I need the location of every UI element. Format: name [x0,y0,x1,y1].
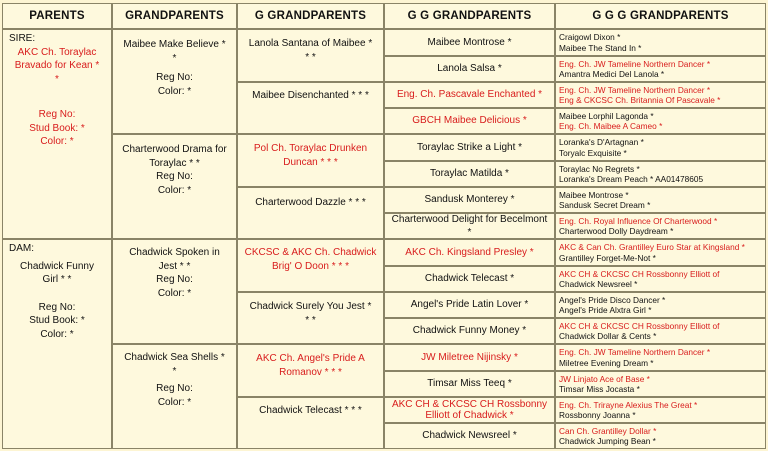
g-grandparent-name[interactable]: Pol Ch. Toraylac Drunken Duncan * * * [253,143,368,168]
ggg-grandparent-sire[interactable]: Maibee Lorphil Lagonda * [559,110,654,121]
ggg-grandparent-cell [555,371,766,397]
gg-grandparent-name[interactable]: Chadwick Newsreel * [422,430,517,442]
ggg-grandparent-sire[interactable]: Maibee Montrose * [559,189,629,200]
ggg-grandparent-dam[interactable]: Chadwick Jumping Bean * [559,436,656,446]
grandparent-color: Color: * [157,85,192,97]
gg-grandparent-cell [384,187,555,213]
gg-grandparent-name[interactable]: Toraylac Matilda * [430,168,509,180]
grandparent-name[interactable]: Chadwick Sea Shells * [124,352,225,363]
dam-reg: Reg No: [38,301,76,313]
gg-grandparent-name[interactable]: Sandusk Monterey * [424,194,515,206]
ggg-grandparent-dam[interactable]: Loranka's Dream Peach * AA01478605 [559,174,704,184]
sire-color: Color: * [40,136,74,147]
gg-grandparent-name[interactable]: Timsar Miss Teeq * [427,378,512,390]
gg-grandparent-name[interactable]: Charterwood Delight for Becelmont * [391,213,548,238]
ggg-grandparent-sire[interactable]: Toraylac No Regrets * [559,163,640,174]
gg-grandparent-name[interactable]: Eng. Ch. Pascavale Enchanted * [396,89,543,101]
gg-grandparent-name[interactable]: AKC Ch. Kingsland Presley * [405,246,534,258]
sire-reg: Reg No: [38,109,76,120]
g-grandparent-name[interactable]: Charterwood Dazzle * * * [255,197,366,208]
pedigree-table [2,3,766,449]
ggg-grandparent-dam[interactable]: Maibee The Stand In * [559,42,642,53]
g-grandparent-name[interactable]: AKC Ch. Angel's Pride A Romanov * * * [256,353,365,378]
ggg-grandparent-dam[interactable]: Sandusk Secret Dream * [559,200,651,210]
gg-grandparent-cell [384,56,555,82]
ggg-grandparent-cell [555,239,766,266]
ggg-grandparent-sire[interactable]: AKC & Can Ch. Grantilley Euro Star at Kingsland * [559,242,745,253]
ggg-grandparent-cell [555,397,766,423]
gg-grandparent-name[interactable]: Chadwick Funny Money * [412,325,527,337]
header-ggg-grandparents: G G G GRANDPARENTS [555,3,766,29]
gg-grandparent-name[interactable]: Maibee Montrose * [427,36,512,48]
gg-grandparent-name[interactable]: GBCH Maibee Delicious * [412,115,527,127]
g-grandparent-name[interactable]: CKCSC & AKC Ch. Chadwick Brig' O Doon * * * [244,247,377,272]
grandparent-name-mark: * [172,52,177,64]
gg-grandparent-cell [384,108,555,134]
grandparent-reg: Reg No: [156,72,193,83]
dam-color: Color: * [40,328,74,340]
g-grandparent-cell [237,239,384,292]
g-grandparent-cell [237,187,384,239]
header-grandparents: GRANDPARENTS [112,3,237,29]
ggg-grandparent-dam[interactable]: Eng & CKCSC Ch. Britannia Of Pascavale * [559,95,721,105]
sire-name-mark: * [55,73,59,85]
ggg-grandparent-sire[interactable]: Eng. Ch. Trirayne Alexius The Great * [559,399,698,410]
gg-grandparent-cell [384,266,555,292]
dam-label: DAM: [9,243,34,254]
grandparent-name-mark: * [172,365,177,377]
ggg-grandparent-cell [555,187,766,213]
ggg-grandparent-dam[interactable]: Eng. Ch. Maibee A Cameo * [559,121,663,131]
ggg-grandparent-cell [555,161,766,187]
grandparent-cell [112,134,237,239]
ggg-grandparent-sire[interactable]: Can Ch. Grantilley Dollar * [559,425,657,436]
ggg-grandparent-sire[interactable]: Eng. Ch. Royal Influence Of Charterwood * [559,215,718,226]
g-grandparent-name-mark: * * [305,314,316,326]
ggg-grandparent-sire[interactable]: Angel's Pride Disco Dancer * [559,294,666,305]
grandparent-name[interactable]: Maibee Make Believe * [123,39,226,50]
ggg-grandparent-dam[interactable]: Miletree Evening Dream * [559,357,654,368]
header-gg-grandparents: G G GRANDPARENTS [384,3,555,29]
gg-grandparent-cell [384,239,555,266]
header-parents: PARENTS [2,3,112,29]
ggg-grandparent-sire[interactable]: AKC CH & CKCSC CH Rossbonny Elliott of [559,320,720,331]
ggg-grandparent-dam[interactable]: Grantilley Forget-Me-Not * [559,252,656,263]
ggg-grandparent-cell [555,344,766,371]
gg-grandparent-cell [384,161,555,187]
gg-grandparent-name[interactable]: Lanola Salsa * [437,63,502,75]
ggg-grandparent-dam[interactable]: Rossbonny Joanna * [559,410,636,420]
gg-grandparent-cell [384,371,555,397]
ggg-grandparent-dam[interactable]: Charterwood Dolly Daydream * [559,226,674,236]
ggg-grandparent-sire[interactable]: Eng. Ch. JW Tameline Northern Dancer * [559,347,711,358]
ggg-grandparent-cell [555,292,766,318]
g-grandparent-name-mark: * * [305,51,316,63]
grandparent-name[interactable]: Chadwick Spoken in Jest * * [129,247,220,272]
gg-grandparent-name[interactable]: Chadwick Telecast * [424,273,515,285]
grandparent-cell [112,239,237,344]
ggg-grandparent-cell [555,134,766,161]
gg-grandparent-cell [384,397,555,423]
sire-stud: Stud Book: * [29,122,85,134]
ggg-grandparent-sire[interactable]: Eng. Ch. JW Tameline Northern Dancer * [559,84,711,95]
g-grandparent-cell [237,292,384,344]
g-grandparent-name[interactable]: Maibee Disenchanted * * * [252,90,369,101]
dam-stud: Stud Book: * [29,315,85,326]
gg-grandparent-cell [384,213,555,239]
ggg-grandparent-cell [555,423,766,449]
ggg-grandparent-dam[interactable]: Chadwick Dollar & Cents * [559,331,657,341]
ggg-grandparent-dam[interactable]: Chadwick Newsreel * [559,279,638,289]
ggg-grandparent-dam[interactable]: Amantra Medici Del Lanola * [559,69,665,79]
grandparent-color: Color: * [157,184,192,196]
header-g-grandparents: G GRANDPARENTS [237,3,384,29]
g-grandparent-name[interactable]: Chadwick Surely You Jest * [249,301,372,312]
ggg-grandparent-cell [555,266,766,292]
ggg-grandparent-cell [555,318,766,344]
gg-grandparent-cell [384,423,555,449]
gg-grandparent-cell [384,29,555,56]
grandparent-cell [112,29,237,134]
ggg-grandparent-sire[interactable]: AKC CH & CKCSC CH Rossbonny Elliott of [559,268,720,279]
gg-grandparent-cell [384,82,555,108]
grandparent-reg: Reg No: [156,171,193,182]
ggg-grandparent-sire[interactable]: Loranka's D'Artagnan * [559,137,644,148]
ggg-grandparent-cell [555,108,766,134]
g-grandparent-cell [237,344,384,397]
dam-name[interactable]: Chadwick Funny Girl * * [20,260,94,285]
sire-name[interactable]: AKC Ch. Toraylac Bravado for Kean * [14,46,100,71]
sire-cell [2,29,112,239]
g-grandparent-cell [237,397,384,449]
g-grandparent-name[interactable]: Chadwick Telecast * * * [259,405,362,416]
ggg-grandparent-sire[interactable]: JW Linjato Ace of Base * [559,373,650,384]
ggg-grandparent-dam[interactable]: Toryalc Exquisite * [559,147,627,158]
grandparent-color: Color: * [157,287,192,299]
grandparent-name[interactable]: Charterwood Drama for Toraylac * * [122,144,227,169]
gg-grandparent-name[interactable]: AKC CH & CKCSC CH Rossbonny Elliott of Chadwick * [391,398,548,421]
ggg-grandparent-dam[interactable]: Timsar Miss Jocasta * [559,384,640,394]
g-grandparent-cell [237,82,384,134]
grandparent-color: Color: * [157,396,192,408]
gg-grandparent-cell [384,134,555,161]
ggg-grandparent-sire[interactable]: Craigowl Dixon * [559,32,621,43]
g-grandparent-name[interactable]: Lanola Santana of Maibee * [248,38,373,49]
gg-grandparent-name[interactable]: Toraylac Strike a Light * [416,141,523,153]
ggg-grandparent-cell [555,82,766,108]
ggg-grandparent-dam[interactable]: Angel's Pride Alxtra Girl * [559,305,652,315]
dam-cell [2,239,112,449]
grandparent-reg: Reg No: [156,274,193,285]
sire-label: SIRE: [9,33,36,44]
gg-grandparent-name[interactable]: Angel's Pride Latin Lover * [410,299,529,311]
gg-grandparent-name[interactable]: JW Miletree Nijinsky * [421,351,518,363]
gg-grandparent-cell [384,318,555,344]
gg-grandparent-cell [384,344,555,371]
gg-grandparent-cell [384,292,555,318]
ggg-grandparent-cell [555,29,766,56]
grandparent-cell [112,344,237,449]
grandparent-reg: Reg No: [156,383,193,394]
ggg-grandparent-cell [555,56,766,82]
g-grandparent-cell [237,134,384,187]
ggg-grandparent-cell [555,213,766,239]
g-grandparent-cell [237,29,384,82]
ggg-grandparent-sire[interactable]: Eng. Ch. JW Tameline Northern Dancer * [559,58,711,69]
